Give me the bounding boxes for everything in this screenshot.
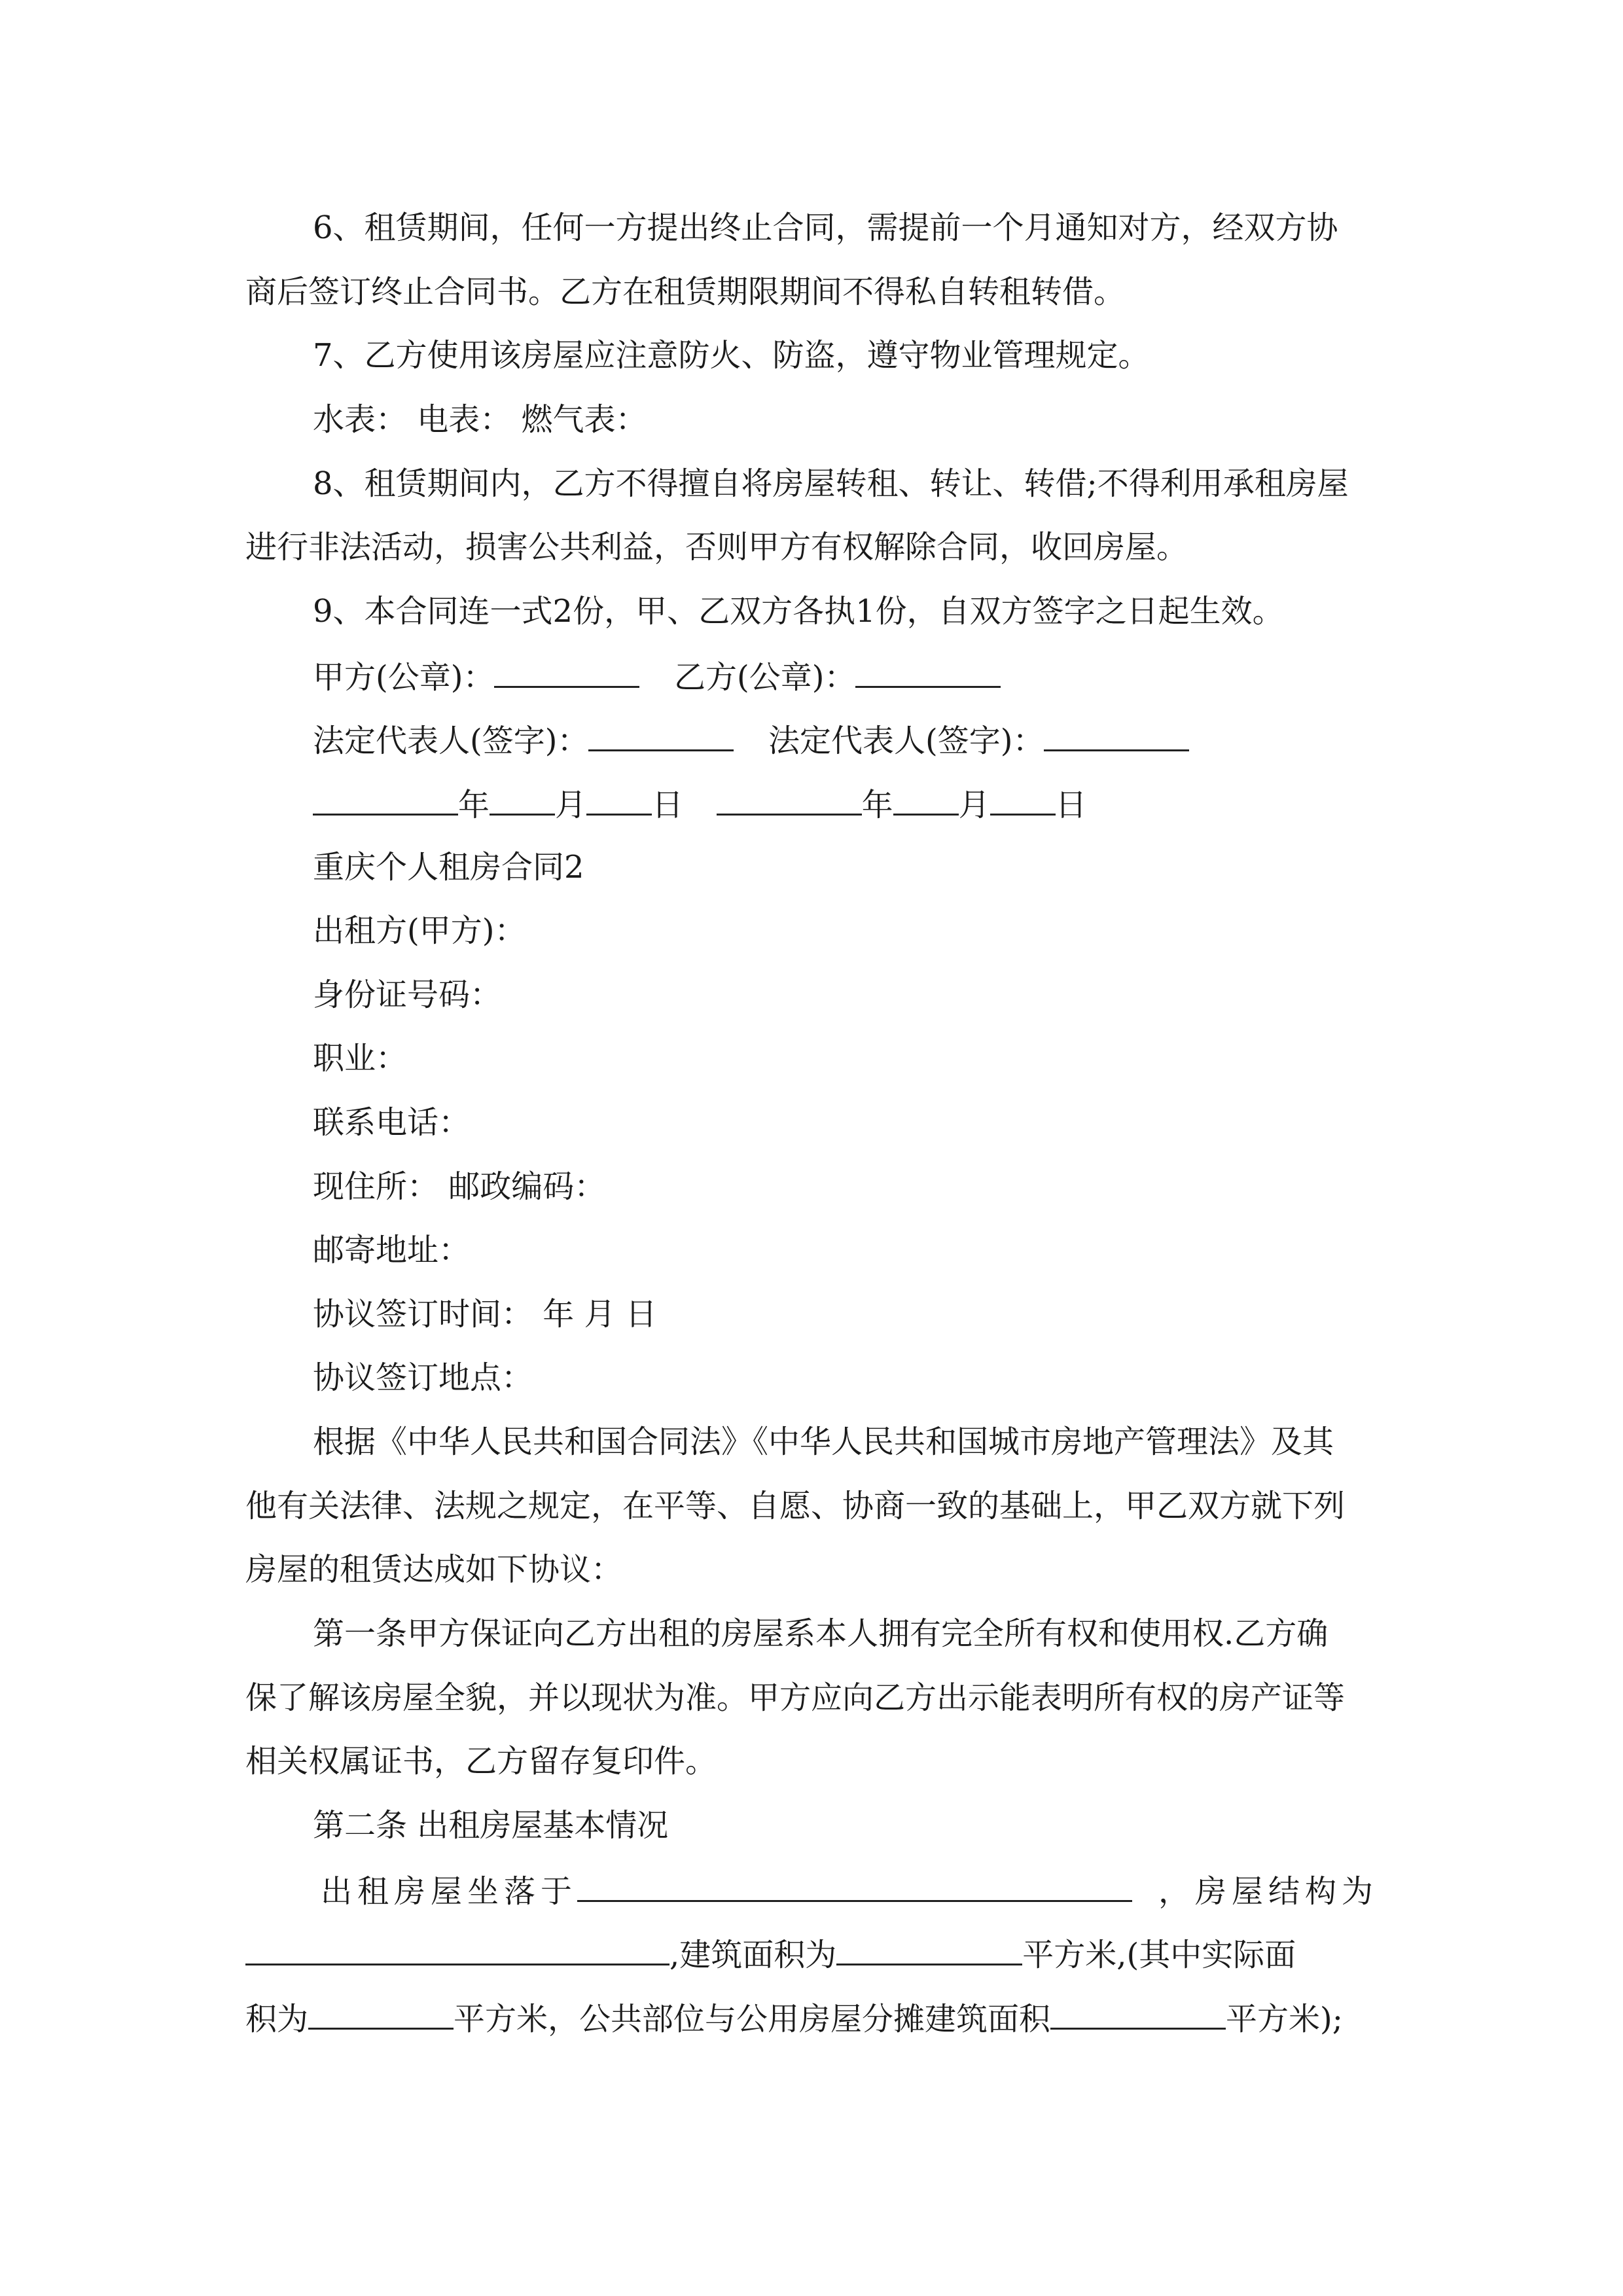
article-2-location-line bbox=[321, 1870, 1378, 1911]
actual-area-blank bbox=[308, 1998, 454, 2030]
clause-9: 9、本合同连一式2份，甲、乙双方各执1份，自双方签字之日起生效。 bbox=[313, 593, 1284, 630]
area-prefix: 积为 bbox=[245, 2001, 309, 2037]
month-label: 月 bbox=[958, 787, 990, 823]
residence-field: 现住所： 邮政编码： bbox=[313, 1168, 606, 1205]
id-number-field: 身份证号码： bbox=[313, 977, 502, 1013]
party-a-seal-label: 甲方(公章)： bbox=[313, 659, 495, 696]
party-b-rep-blank bbox=[1044, 719, 1189, 751]
party-a-year-blank bbox=[313, 783, 458, 816]
party-a-rep-blank bbox=[588, 719, 734, 751]
article-1-line-1: 第一条甲方保证向乙方出租的房屋系本人拥有完全所有权和使用权.乙方确 bbox=[313, 1615, 1329, 1652]
building-area-blank bbox=[836, 1933, 1022, 1965]
party-b-seal-blank bbox=[855, 656, 1001, 688]
sign-place-field: 协议签订地点： bbox=[313, 1359, 533, 1396]
preamble-line-3: 房屋的租赁达成如下协议： bbox=[245, 1551, 623, 1588]
article-1-line-3: 相关权属证书，乙方留存复印件。 bbox=[245, 1743, 717, 1780]
preamble-line-1: 根据《中华人民共和国合同法》《中华人民共和国城市房地产管理法》及其 bbox=[313, 1424, 1334, 1460]
representative-line bbox=[313, 719, 1189, 761]
mail-address-field: 邮寄地址： bbox=[313, 1232, 471, 1268]
clause-6-line-2: 商后签订终止合同书。乙方在租赁期限期间不得私自转租转借。 bbox=[245, 274, 1126, 310]
building-area-label: ,建筑面积为 bbox=[669, 1937, 837, 1973]
actual-area-label: 平方米,(其中实际面 bbox=[1022, 1937, 1296, 1973]
party-b-month-blank bbox=[893, 783, 959, 816]
sign-time-field: 协议签订时间： 年 月 日 bbox=[313, 1296, 657, 1333]
article-2-title: 第二条 出租房屋基本情况 bbox=[313, 1807, 669, 1844]
party-b-year-blank bbox=[717, 783, 862, 816]
clause-8-line-1: 8、租赁期间内，乙方不得擅自将房屋转租、转让、转借;不得利用承租房屋 bbox=[313, 465, 1349, 502]
preamble-line-2: 他有关法律、法规之规定，在平等、自愿、协商一致的基础上，甲乙双方就下列 bbox=[245, 1488, 1346, 1524]
party-seal-line bbox=[313, 656, 1001, 697]
date-line bbox=[313, 783, 1087, 825]
occupation-field: 职业： bbox=[313, 1040, 408, 1077]
public-area-label: 平方米，公共部位与公用房屋分摊建筑面积 bbox=[454, 2001, 1051, 2037]
party-a-month-blank bbox=[490, 783, 555, 816]
party-b-rep-label: 法定代表人(签字)： bbox=[768, 723, 1044, 759]
article-2-shared-area-line bbox=[245, 1998, 1343, 2039]
day-label: 日 bbox=[652, 787, 684, 823]
structure-blank bbox=[245, 1933, 669, 1965]
structure-label: ，房屋结构为 bbox=[1158, 1873, 1379, 1910]
clause-7: 7、乙方使用该房屋应注意防火、防盗，遵守物业管理规定。 bbox=[313, 337, 1150, 374]
clause-8-line-2: 进行非法活动，损害公共利益，否则甲方有权解除合同，收回房屋。 bbox=[245, 529, 1188, 565]
lessor-field: 出租方(甲方)： bbox=[313, 912, 526, 949]
party-a-seal-blank bbox=[494, 656, 639, 688]
party-b-day-blank bbox=[990, 783, 1056, 816]
party-a-day-blank bbox=[586, 783, 652, 816]
day-label: 日 bbox=[1055, 787, 1087, 823]
party-a-rep-label: 法定代表人(签字)： bbox=[313, 723, 589, 759]
shared-area-blank bbox=[1050, 1998, 1226, 2030]
year-label: 年 bbox=[458, 787, 490, 823]
phone-field: 联系电话： bbox=[313, 1104, 471, 1141]
year-label: 年 bbox=[861, 787, 893, 823]
meters-line: 水表： 电表： 燃气表： bbox=[313, 401, 647, 438]
month-label: 月 bbox=[555, 787, 587, 823]
article-2-area-line bbox=[245, 1933, 1296, 1975]
location-label: 出租房屋坐落于 bbox=[321, 1873, 578, 1910]
clause-6-line-1: 6、租赁期间，任何一方提出终止合同，需提前一个月通知对方，经双方协 bbox=[313, 209, 1338, 246]
party-b-seal-label: 乙方(公章)： bbox=[674, 659, 856, 696]
location-blank bbox=[577, 1870, 1132, 1902]
article-1-line-2: 保了解该房屋全貌，并以现状为准。甲方应向乙方出示能表明所有权的房产证等 bbox=[245, 1679, 1346, 1716]
contract-2-title: 重庆个人租房合同2 bbox=[313, 849, 584, 886]
sqm-close: 平方米); bbox=[1226, 2001, 1343, 2037]
